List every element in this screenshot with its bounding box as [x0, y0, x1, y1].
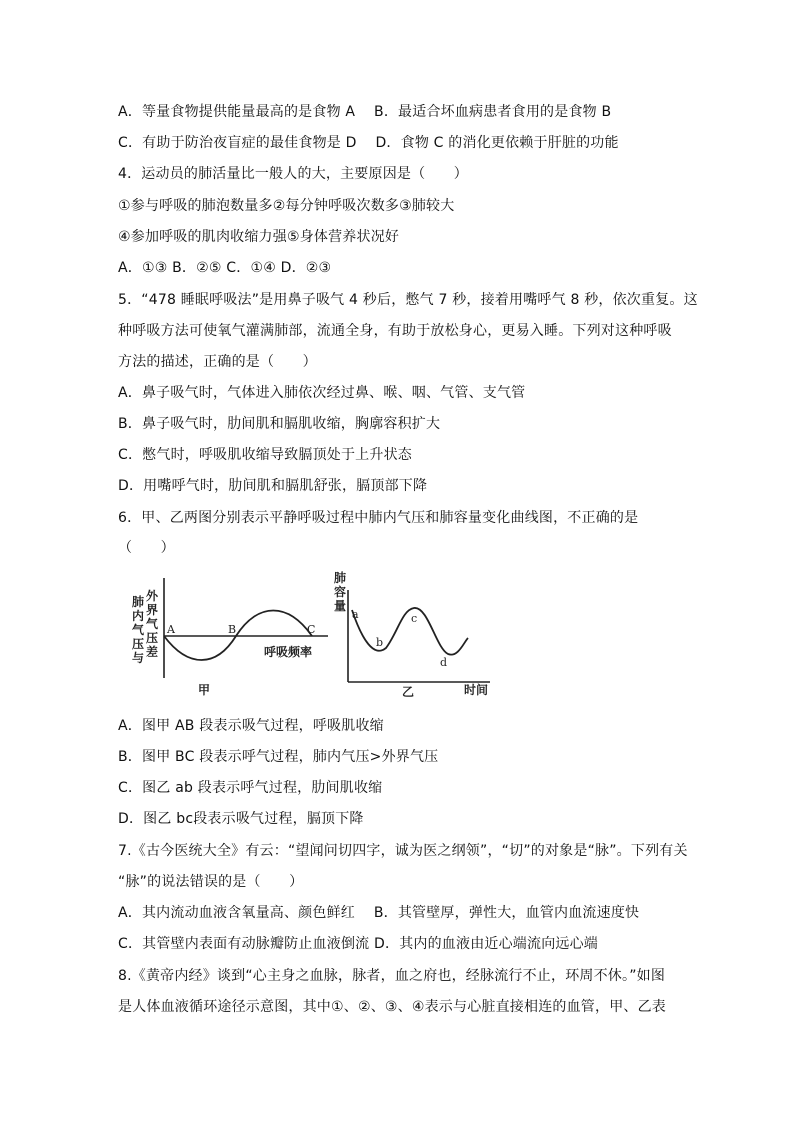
jia-y-label	[132, 589, 159, 665]
q8-stem-line-1: 8.《黄帝内经》谈到“心主身之血脉，脉者，血之府也，经脉流行不止，环周不休。”如图	[118, 968, 666, 984]
q4-items-line-2: ④参加呼吸的肌肉收缩力强⑤身体营养状况好	[118, 229, 400, 245]
jia-ylabel-col2-0: 外	[146, 589, 159, 603]
jia-x-label: 呼吸频率	[264, 645, 313, 659]
yi-point-d: d	[440, 656, 448, 669]
jia-point-a: A	[167, 623, 175, 636]
yi-volume-curve	[352, 608, 468, 655]
chart-jia	[132, 578, 328, 697]
yi-ylabel-0: 肺	[334, 571, 347, 585]
yi-x-label: 时间	[464, 683, 489, 697]
jia-ylabel-col2-3: 压	[146, 631, 159, 645]
q4-stem: 4．运动员的肺活量比一般人的大，主要原因是（ ）	[118, 166, 468, 182]
yi-ylabel-2: 量	[334, 599, 347, 613]
jia-ylabel-col1-3: 压	[132, 637, 145, 651]
q6-option-b: B．图甲 BC 段表示呼气过程，肺内气压>外界气压	[118, 749, 439, 765]
respiration-curves-figure	[118, 570, 498, 700]
q4-options: A．①③ B．②⑤ C．①④ D．②③	[118, 260, 332, 276]
jia-ylabel-col1-0: 肺	[132, 595, 145, 609]
q5-option-b: B．鼻子吸气时，肋间肌和膈肌收缩，胸廓容积扩大	[118, 416, 441, 432]
q6-option-c: C．图乙 ab 段表示呼气过程，肋间肌收缩	[118, 780, 383, 796]
jia-ylabel-col2-2: 气	[146, 617, 159, 631]
q7-options-line-2: C．其管壁内表面有动脉瓣防止血液倒流 D．其内的血液由近心端流向远心端	[118, 936, 599, 952]
jia-ylabel-col1-4: 与	[132, 651, 145, 665]
jia-ylabel-col2-4: 差	[146, 645, 159, 659]
yi-ylabel-1: 容	[334, 585, 347, 599]
jia-caption: 甲	[198, 683, 211, 697]
q5-stem-line-1: 5．“478 睡眠呼吸法”是用鼻子吸气 4 秒后，憋气 7 秒，接着用嘴呼气 8 秒，依次重复。这	[118, 292, 698, 308]
q8-stem-line-2: 是人体血液循环途径示意图，其中①、②、③、④表示与心脏直接相连的血管，甲、乙表	[118, 999, 667, 1015]
q7-stem-line-1: 7.《古今医统大全》有云：“望闻问切四字，诚为医之纲领”，“切”的对象是“脉”。下列有关	[118, 843, 688, 859]
respiration-curves-svg	[118, 570, 498, 700]
q7-stem-line-2: “脉”的说法错误的是（ ）	[118, 874, 304, 890]
jia-point-b: B	[228, 623, 237, 636]
q5-stem-line-3: 方法的描述，正确的是（ ）	[118, 354, 317, 370]
yi-caption: 乙	[402, 685, 415, 699]
q5-option-a: A．鼻子吸气时，气体进入肺依次经过鼻、喉、咽、气管、支气管	[118, 385, 526, 401]
jia-point-c: C	[307, 623, 316, 636]
q6-stem: 6．甲、乙两图分别表示平静呼吸过程中肺内气压和肺容量变化曲线图，不正确的是	[118, 510, 639, 526]
q5-stem-line-2: 种呼吸方法可使氧气灌满肺部，流通全身，有助于放松身心，更易入睡。下列对这种呼吸	[118, 323, 672, 339]
yi-point-a: a	[352, 608, 359, 621]
jia-ylabel-col2-1: 界	[146, 603, 159, 617]
q6-option-a: A．图甲 AB 段表示吸气过程，呼吸肌收缩	[118, 718, 384, 734]
q5-option-d: D．用嘴呼气时，肋间肌和膈肌舒张，膈顶部下降	[118, 478, 428, 494]
jia-ylabel-col1-2: 气	[132, 623, 145, 637]
chart-yi	[334, 570, 490, 699]
q5-option-c: C．憋气时，呼吸肌收缩导致膈顶处于上升状态	[118, 447, 412, 463]
yi-point-b: b	[376, 636, 384, 649]
yi-point-c: c	[411, 612, 418, 625]
q6-option-d: D．图乙 bc段表示吸气过程，膈顶下降	[118, 811, 364, 827]
q3-options-line-1: A．等量食物提供能量最高的是食物 A B．最适合坏血病患者食用的是食物 B	[118, 104, 612, 120]
q6-answer-paren: （ ）	[118, 540, 175, 556]
q7-options-line-1: A．其内流动血液含氧量高、颜色鲜红 B．其管壁厚，弹性大，血管内血流速度快	[118, 905, 640, 921]
q4-items-line-1: ①参与呼吸的肺泡数量多②每分钟呼吸次数多③肺较大	[118, 198, 455, 214]
q3-options-line-2: C．有助于防治夜盲症的最佳食物是 D D．食物 C 的消化更依赖于肝脏的功能	[118, 135, 619, 151]
jia-ylabel-col1-1: 内	[132, 609, 145, 623]
